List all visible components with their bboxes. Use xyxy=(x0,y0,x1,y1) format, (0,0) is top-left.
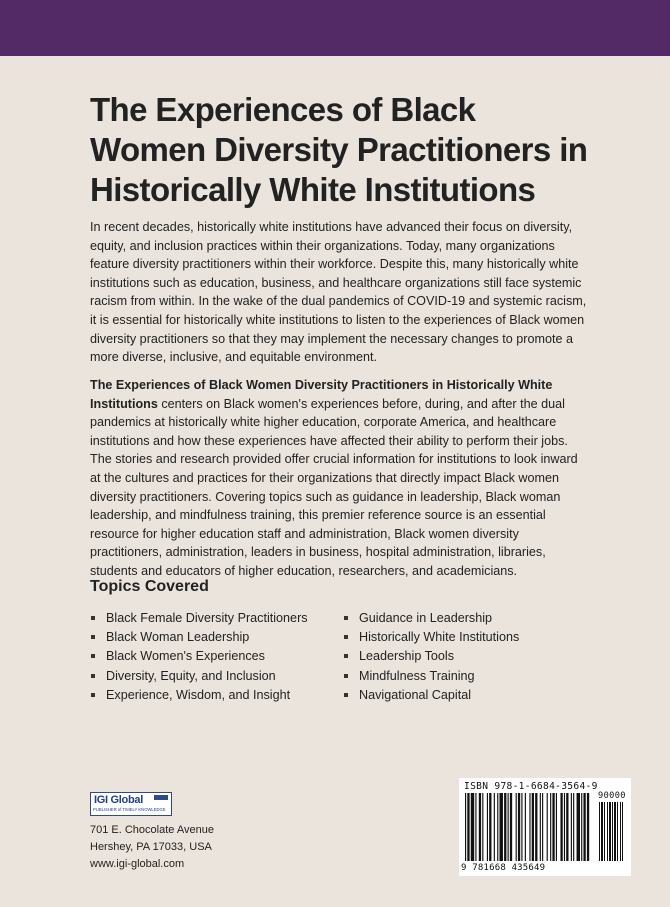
bullet-icon xyxy=(91,674,95,678)
barcode-bars xyxy=(463,793,627,865)
address-city: Hershey, PA 17033, USA xyxy=(90,841,212,853)
barcode-bar xyxy=(577,793,580,861)
bullet-icon xyxy=(91,616,95,620)
topic-item xyxy=(90,686,308,705)
barcode-addon-bar xyxy=(622,802,623,861)
topic-item xyxy=(90,667,308,686)
bullet-icon xyxy=(344,674,348,678)
topic-item xyxy=(343,647,519,666)
barcode-bar xyxy=(552,793,554,861)
barcode-bar xyxy=(581,793,582,861)
barcode-addon-bar xyxy=(620,802,621,861)
barcode-bar xyxy=(529,793,530,861)
barcode-bar xyxy=(467,793,469,861)
topic-item xyxy=(343,628,519,647)
topic-label: Black Female Diversity Practitioners xyxy=(106,611,308,625)
topic-label: Navigational Capital xyxy=(359,687,472,702)
topics-heading: Topics Covered xyxy=(90,578,209,595)
barcode-bar xyxy=(573,793,574,861)
barcode-bar xyxy=(587,793,589,861)
barcode-bar xyxy=(479,793,481,861)
barcode-bar xyxy=(564,793,565,861)
book-title xyxy=(90,90,630,210)
isbn-barcode xyxy=(459,778,631,876)
topic-label: Guidance in Leadership xyxy=(359,611,493,625)
topic-label: Experience, Wisdom, and Insight xyxy=(106,687,291,702)
logo-bar-icon xyxy=(154,795,168,800)
barcode-bar xyxy=(521,793,522,861)
barcode-bar xyxy=(508,793,509,861)
barcode-bar xyxy=(482,793,483,861)
price-code: 90000 xyxy=(598,791,626,801)
barcode-bar xyxy=(532,793,534,861)
description-book-title: The Experiences of Black Women Diversity Practitioners in Historically White Institutions xyxy=(90,378,553,411)
barcode-bar xyxy=(500,793,503,861)
publisher-address xyxy=(90,822,214,873)
bullet-icon xyxy=(344,616,348,620)
topics-list-right xyxy=(343,609,519,705)
bullet-icon xyxy=(344,693,348,697)
barcode-addon-bar xyxy=(612,802,613,861)
barcode-bar xyxy=(583,793,585,861)
barcode-bar xyxy=(542,793,543,861)
topic-item xyxy=(343,609,519,628)
barcode-addon-bar xyxy=(599,802,600,861)
topic-label: Mindfulness Training xyxy=(359,668,475,683)
description-paragraph xyxy=(90,376,590,581)
bullet-icon xyxy=(344,635,348,639)
barcode-bar xyxy=(510,793,512,861)
barcode-bar xyxy=(525,793,526,861)
barcode-bar xyxy=(489,793,491,861)
barcode-bar xyxy=(547,793,548,861)
barcode-bar xyxy=(497,793,498,861)
topic-label: Historically White Institutions xyxy=(359,630,520,645)
barcode-addon-bar xyxy=(604,802,605,861)
topic-item xyxy=(90,609,308,628)
title-line-1: The Experiences of Black xyxy=(90,91,476,128)
barcode-addon-bar xyxy=(617,802,618,861)
barcode-bar xyxy=(518,793,520,861)
barcode-bar xyxy=(535,793,537,861)
topic-item xyxy=(90,647,308,666)
topic-label: Diversity, Equity, and Inclusion xyxy=(106,668,276,683)
logo-name: IGI Global xyxy=(94,794,143,806)
bullet-icon xyxy=(344,654,348,658)
topics-list-left xyxy=(90,609,308,705)
barcode-bar xyxy=(516,793,517,861)
topic-item xyxy=(343,686,519,705)
top-color-band xyxy=(0,0,670,56)
bullet-icon xyxy=(91,635,95,639)
barcode-bar xyxy=(487,793,488,861)
barcode-bar xyxy=(465,793,466,861)
address-street: 701 E. Chocolate Avenue xyxy=(90,824,214,836)
bullet-icon xyxy=(91,654,95,658)
barcode-bar xyxy=(550,793,551,861)
publisher-website: www.igi-global.com xyxy=(90,858,185,870)
barcode-bar xyxy=(560,793,562,861)
title-line-2: Women Diversity Practitioners in xyxy=(90,131,588,168)
barcode-bar xyxy=(566,793,568,861)
barcode-bar xyxy=(471,793,474,861)
topic-item xyxy=(343,667,519,686)
barcode-addon-bar xyxy=(607,802,608,861)
barcode-bar xyxy=(475,793,476,861)
barcode-bar xyxy=(504,793,506,861)
barcode-digits: 9 781668 435649 xyxy=(461,863,546,873)
publisher-logo xyxy=(90,792,172,816)
topic-item xyxy=(90,628,308,647)
barcode-addon-bar xyxy=(614,802,616,861)
barcode-bar xyxy=(540,793,541,861)
topic-label: Black Women's Experiences xyxy=(106,649,265,664)
topic-label: Black Woman Leadership xyxy=(106,630,250,645)
topic-label: Leadership Tools xyxy=(359,649,454,664)
logo-tagline: PUBLISHER of TIMELY KNOWLEDGE xyxy=(93,807,166,812)
barcode-bar xyxy=(494,793,495,861)
bullet-icon xyxy=(91,693,95,697)
barcode-addon-bar xyxy=(601,802,603,861)
barcode-bar xyxy=(571,793,572,861)
description-body: centers on Black women's experiences before, during, and after the dual pandemics at historically white higher education, corporate America, and healthcare institutions and how these experiences have affected their ability to perform their jobs. The stories and research provided offer crucial information for institutions to look inward at the cultures and practices for their organizations that directly impact Black women diversity practitioners. Covering topics such as guidance in leadership, Black woman leadership, and mindfulness training, this premier reference source is an essential resource for higher education staff and administration, Black women diversity practitioners, administration, leaders in business, hospital administration, libraries, students and educators of higher education, researchers, and academicians. xyxy=(90,396,578,578)
title-line-3: Historically White Institutions xyxy=(90,171,536,208)
barcode-addon-bar xyxy=(609,802,611,861)
isbn-number: ISBN 978-1-6684-3564-9 xyxy=(464,781,598,792)
barcode-bar xyxy=(556,793,557,861)
intro-paragraph: In recent decades, historically white institutions have advanced their focus on diversity, equity, and inclusion practices within their organizations. Today, many organizations feature diversity practitioners within their workforce. Despite this, many historically white institutions such as education, business, and healthcare organizations still face systemic racism from within. In the wake of the dual pandemics of COVID-19 and systemic racism, it is essential for historically white institutions to listen to the experiences of Black women diversity practitioners so that they may implement the necessary changes to promote a more diverse, inclusive, and equitable environment. xyxy=(90,220,587,365)
